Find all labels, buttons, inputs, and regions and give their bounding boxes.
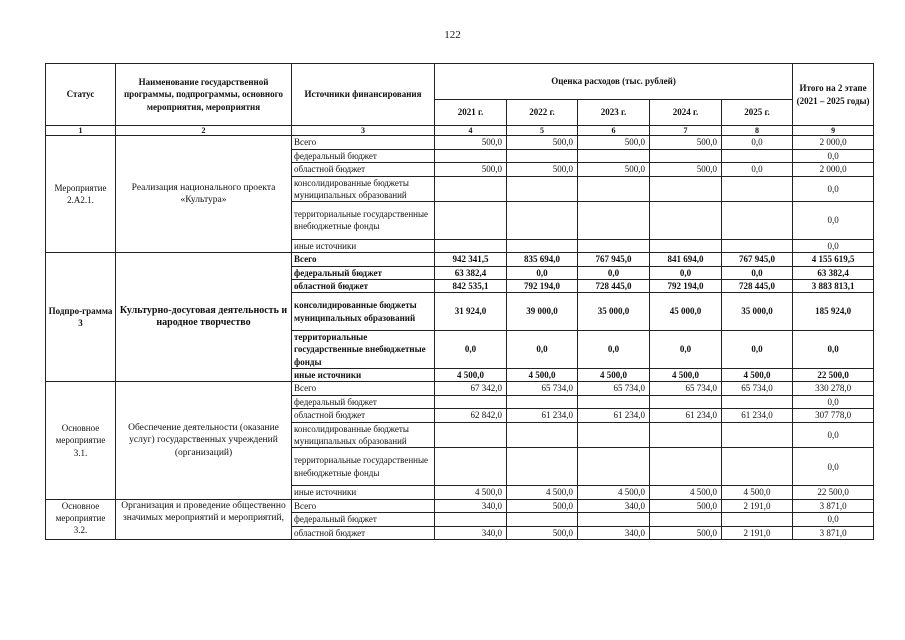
total-cell: 307 778,0 (793, 409, 874, 423)
column-number: 6 (578, 126, 650, 136)
source-cell: областной бюджет (292, 163, 435, 177)
value-cell (578, 422, 650, 447)
total-cell: 3 871,0 (793, 526, 874, 540)
value-cell: 4 500,0 (578, 369, 650, 382)
value-cell: 0,0 (435, 331, 507, 369)
source-cell: областной бюджет (292, 526, 435, 540)
total-cell: 2 000,0 (793, 136, 874, 150)
value-cell: 0,0 (507, 331, 578, 369)
total-cell: 0,0 (793, 149, 874, 163)
header-year: 2023 г. (578, 100, 650, 126)
total-cell: 0,0 (793, 176, 874, 201)
value-cell: 0,0 (722, 136, 793, 150)
value-cell: 67 342,0 (435, 382, 507, 396)
source-cell: иные источники (292, 486, 435, 500)
source-cell: территориальные государственные внебюджетные фонды (292, 331, 435, 369)
value-cell: 767 945,0 (578, 253, 650, 266)
table-row (46, 499, 874, 513)
value-cell: 728 445,0 (578, 279, 650, 292)
source-cell: территориальные государственные внебюджетные фонды (292, 201, 435, 239)
row-status: Основное мероприятие 3.2. (46, 499, 116, 540)
value-cell: 340,0 (435, 499, 507, 513)
value-cell (722, 176, 793, 201)
value-cell (722, 395, 793, 409)
value-cell: 45 000,0 (650, 293, 722, 331)
value-cell (650, 422, 722, 447)
value-cell: 500,0 (435, 136, 507, 150)
header-name: Наименование государственной программы, подпрограммы, основного мероприятия, мероприятия (116, 64, 292, 126)
value-cell (578, 201, 650, 239)
value-cell: 792 194,0 (650, 279, 722, 292)
value-cell (578, 395, 650, 409)
value-cell (435, 201, 507, 239)
value-cell (722, 513, 793, 527)
column-number: 4 (435, 126, 507, 136)
header-estimate: Оценка расходов (тыс. рублей) (435, 64, 793, 100)
column-number: 3 (292, 126, 435, 136)
value-cell: 500,0 (507, 526, 578, 540)
value-cell: 500,0 (507, 163, 578, 177)
row-name: Организация и проведение общественно значимых мероприятий и мероприятий, (116, 499, 292, 540)
value-cell (722, 239, 793, 253)
value-cell (650, 448, 722, 486)
value-cell: 4 500,0 (435, 369, 507, 382)
source-cell: территориальные государственные внебюджетные фонды (292, 448, 435, 486)
source-cell: иные источники (292, 239, 435, 253)
value-cell (435, 149, 507, 163)
value-cell (507, 422, 578, 447)
value-cell: 61 234,0 (507, 409, 578, 423)
header-total: Итого на 2 этапе (2021 – 2025 годы) (793, 64, 874, 126)
value-cell (578, 149, 650, 163)
row-name: Обеспечение деятельности (оказание услуг) государственных учреждений (организаций) (116, 382, 292, 499)
value-cell: 340,0 (435, 526, 507, 540)
header-year: 2022 г. (507, 100, 578, 126)
source-cell: консолидированные бюджеты муниципальных образований (292, 293, 435, 331)
value-cell (722, 448, 793, 486)
value-cell: 4 500,0 (507, 369, 578, 382)
value-cell (435, 422, 507, 447)
value-cell: 4 500,0 (507, 486, 578, 500)
value-cell (722, 149, 793, 163)
total-cell: 0,0 (793, 448, 874, 486)
value-cell (650, 176, 722, 201)
value-cell (507, 395, 578, 409)
source-cell: консолидированные бюджеты муниципальных образований (292, 422, 435, 447)
value-cell: 500,0 (578, 163, 650, 177)
table-row (46, 253, 874, 266)
value-cell (507, 513, 578, 527)
source-cell: федеральный бюджет (292, 513, 435, 527)
column-number: 9 (793, 126, 874, 136)
row-status: Основное мероприятие 3.1. (46, 382, 116, 499)
table-row (46, 382, 874, 396)
value-cell: 500,0 (507, 136, 578, 150)
value-cell: 4 500,0 (435, 486, 507, 500)
value-cell: 0,0 (722, 163, 793, 177)
value-cell (578, 176, 650, 201)
row-status: Мероприятие 2.А2.1. (46, 136, 116, 253)
total-cell: 22 500,0 (793, 369, 874, 382)
value-cell: 4 500,0 (722, 369, 793, 382)
value-cell: 792 194,0 (507, 279, 578, 292)
total-cell: 0,0 (793, 422, 874, 447)
value-cell: 4 500,0 (650, 369, 722, 382)
source-cell: федеральный бюджет (292, 149, 435, 163)
value-cell (650, 395, 722, 409)
value-cell: 35 000,0 (722, 293, 793, 331)
header-year: 2025 г. (722, 100, 793, 126)
value-cell (507, 239, 578, 253)
total-cell: 0,0 (793, 395, 874, 409)
value-cell (650, 149, 722, 163)
value-cell: 0,0 (507, 266, 578, 279)
source-cell: Всего (292, 136, 435, 150)
value-cell (578, 239, 650, 253)
budget-table (45, 63, 874, 540)
source-cell: Всего (292, 499, 435, 513)
total-cell: 2 000,0 (793, 163, 874, 177)
page-number: 122 (444, 29, 461, 41)
source-cell: Всего (292, 253, 435, 266)
value-cell (435, 176, 507, 201)
value-cell: 65 734,0 (722, 382, 793, 396)
column-number: 7 (650, 126, 722, 136)
value-cell (507, 201, 578, 239)
value-cell: 61 234,0 (650, 409, 722, 423)
value-cell: 65 734,0 (650, 382, 722, 396)
value-cell: 4 500,0 (650, 486, 722, 500)
value-cell: 0,0 (578, 266, 650, 279)
column-number: 8 (722, 126, 793, 136)
value-cell (722, 201, 793, 239)
value-cell: 500,0 (507, 499, 578, 513)
source-cell: областной бюджет (292, 409, 435, 423)
value-cell: 63 382,4 (435, 266, 507, 279)
value-cell: 62 842,0 (435, 409, 507, 423)
value-cell (507, 149, 578, 163)
value-cell: 500,0 (578, 136, 650, 150)
value-cell (650, 513, 722, 527)
value-cell: 500,0 (650, 136, 722, 150)
total-cell: 0,0 (793, 513, 874, 527)
value-cell: 4 500,0 (722, 486, 793, 500)
value-cell: 500,0 (435, 163, 507, 177)
header-status: Статус (46, 64, 116, 126)
value-cell: 340,0 (578, 526, 650, 540)
total-cell: 185 924,0 (793, 293, 874, 331)
column-number: 2 (116, 126, 292, 136)
value-cell: 500,0 (650, 499, 722, 513)
value-cell: 0,0 (650, 266, 722, 279)
source-cell: иные источники (292, 369, 435, 382)
row-name: Реализация национального проекта «Культура» (116, 136, 292, 253)
value-cell (722, 422, 793, 447)
total-cell: 63 382,4 (793, 266, 874, 279)
row-name: Культурно-досуговая деятельность и народное творчество (116, 253, 292, 382)
column-number: 1 (46, 126, 116, 136)
value-cell: 65 734,0 (507, 382, 578, 396)
value-cell: 35 000,0 (578, 293, 650, 331)
table-row (46, 136, 874, 150)
value-cell: 39 000,0 (507, 293, 578, 331)
source-cell: федеральный бюджет (292, 266, 435, 279)
total-cell: 3 883 813,1 (793, 279, 874, 292)
value-cell: 0,0 (722, 331, 793, 369)
value-cell: 0,0 (722, 266, 793, 279)
value-cell (507, 176, 578, 201)
value-cell (435, 239, 507, 253)
total-cell: 22 500,0 (793, 486, 874, 500)
value-cell: 2 191,0 (722, 499, 793, 513)
value-cell (650, 201, 722, 239)
total-cell: 0,0 (793, 239, 874, 253)
total-cell: 0,0 (793, 201, 874, 239)
value-cell (507, 448, 578, 486)
header-sources: Источники финансирования (292, 64, 435, 126)
value-cell: 0,0 (578, 331, 650, 369)
header-year: 2024 г. (650, 100, 722, 126)
value-cell: 340,0 (578, 499, 650, 513)
value-cell: 500,0 (650, 526, 722, 540)
column-number: 5 (507, 126, 578, 136)
value-cell: 842 535,1 (435, 279, 507, 292)
total-cell: 0,0 (793, 331, 874, 369)
value-cell (650, 239, 722, 253)
value-cell: 942 341,5 (435, 253, 507, 266)
total-cell: 3 871,0 (793, 499, 874, 513)
value-cell: 65 734,0 (578, 382, 650, 396)
total-cell: 4 155 619,5 (793, 253, 874, 266)
value-cell: 767 945,0 (722, 253, 793, 266)
value-cell: 61 234,0 (722, 409, 793, 423)
value-cell: 4 500,0 (578, 486, 650, 500)
value-cell: 728 445,0 (722, 279, 793, 292)
header-year: 2021 г. (435, 100, 507, 126)
value-cell: 2 191,0 (722, 526, 793, 540)
source-cell: консолидированные бюджеты муниципальных образований (292, 176, 435, 201)
value-cell: 500,0 (650, 163, 722, 177)
value-cell: 835 694,0 (507, 253, 578, 266)
value-cell (435, 395, 507, 409)
source-cell: федеральный бюджет (292, 395, 435, 409)
value-cell: 61 234,0 (578, 409, 650, 423)
value-cell: 841 694,0 (650, 253, 722, 266)
source-cell: областной бюджет (292, 279, 435, 292)
value-cell (578, 448, 650, 486)
source-cell: Всего (292, 382, 435, 396)
row-status: Подпро-грамма 3 (46, 253, 116, 382)
value-cell (578, 513, 650, 527)
total-cell: 330 278,0 (793, 382, 874, 396)
value-cell: 31 924,0 (435, 293, 507, 331)
value-cell (435, 513, 507, 527)
value-cell (435, 448, 507, 486)
value-cell: 0,0 (650, 331, 722, 369)
